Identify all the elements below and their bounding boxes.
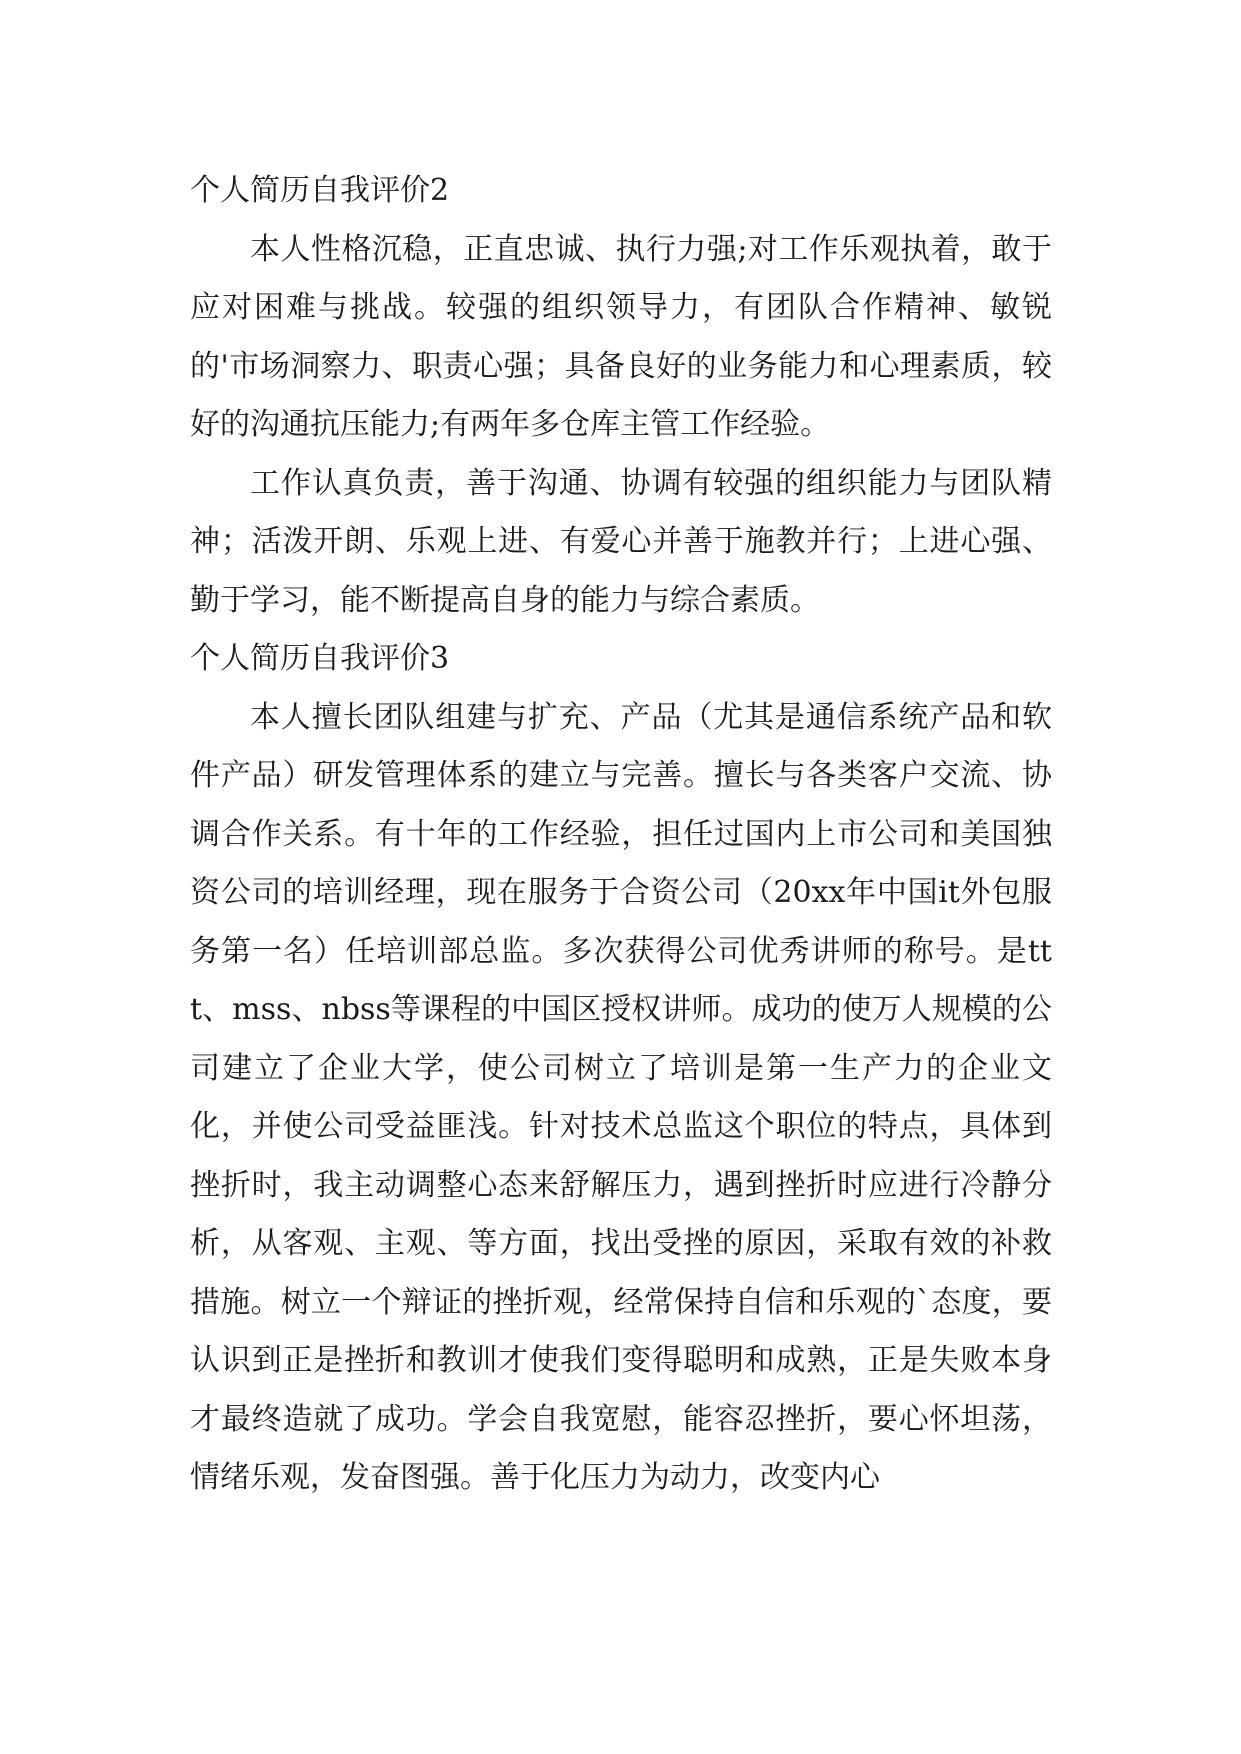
section-heading: 个人简历自我评价2 <box>190 173 450 208</box>
paragraph: 工作认真负责，善于沟通、协调有较强的组织能力与团队精神；活泼开朗、乐观上进、有爱心并善于施教并行；上进心强、勤于学习，能不断提高自身的能力与综合素质。 <box>190 465 1052 618</box>
section-heading: 个人简历自我评价3 <box>190 641 450 676</box>
section-self-evaluation-3 <box>190 630 1052 1508</box>
document-body <box>190 162 1052 1508</box>
paragraph: 本人性格沉稳，正直忠诚、执行力强;对工作乐观执着，敢于应对困难与挑战。较强的组织领导力，有团队合作精神、敏锐的'市场洞察力、职责心强；具备良好的业务能力和心理素质，较好的沟通抗压能力;有两年多仓库主管工作经验。 <box>190 231 1052 442</box>
paragraph: 本人擅长团队组建与扩充、产品（尤其是通信系统产品和软件产品）研发管理体系的建立与完善。擅长与各类客户交流、协调合作关系。有十年的工作经验，担任过国内上市公司和美国独资公司的培训经理，现在服务于合资公司（20xx年中国it外包服务第一名）任培训部总监。多次获得公司优秀讲师的称号。是ttt、mss、nbss等课程的中国区授权讲师。成功的使万人规模的公司建立了企业大学，使公司树立了培训是第一生产力的企业文化，并使公司受益匪浅。针对技术总监这个职位的特点，具体到挫折时，我主动调整心态来舒解压力，遇到挫折时应进行冷静分析，从客观、主观、等方面，找出受挫的原因，采取有效的补救措施。树立一个辩证的挫折观，经常保持自信和乐观的`态度，要认识到正是挫折和教训才使我们变得聪明和成熟，正是失败本身才最终造就了成功。学会自我宽慰，能容忍挫折，要心怀坦荡，情绪乐观，发奋图强。善于化压力为动力，改变内心 <box>190 699 1052 1495</box>
section-self-evaluation-2 <box>190 162 1052 630</box>
